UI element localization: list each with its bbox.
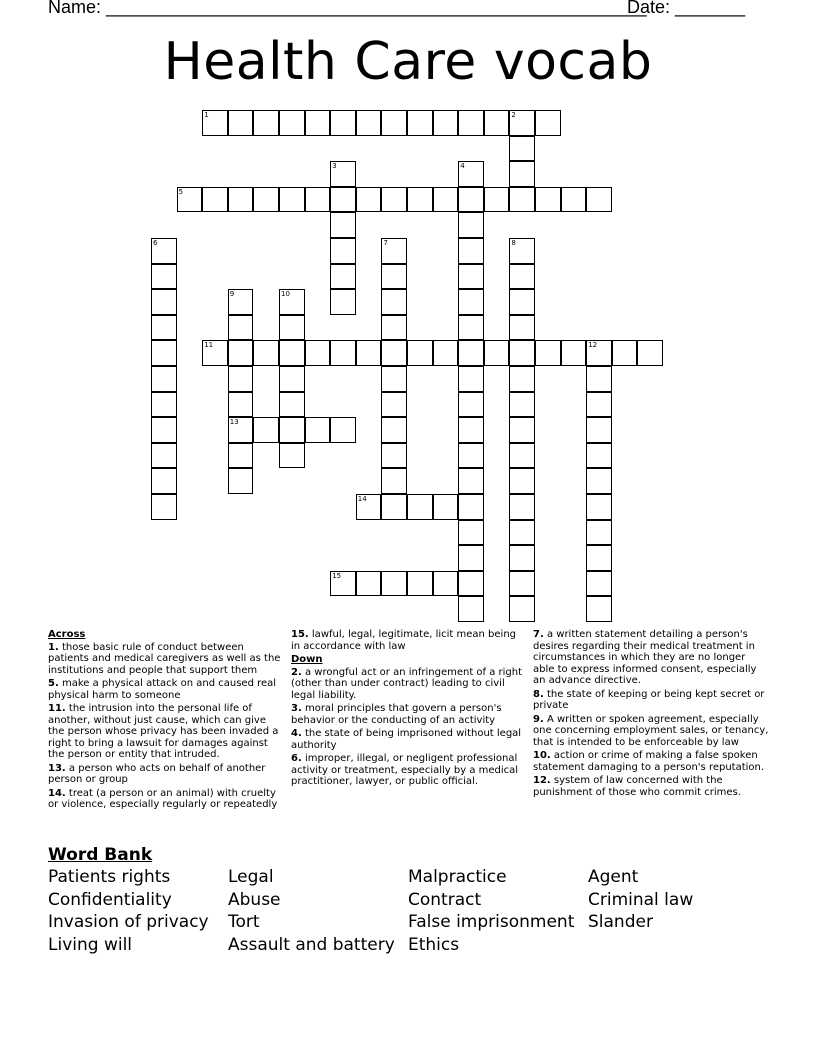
clue-text: treat (a person or an animal) with cruelty or violence, especially regularly or repeatedly [48,787,278,810]
clue-text: those basic rule of conduct between patients and medical caregivers as well as the institutions and people that support them [48,641,281,676]
grid-cell[interactable] [151,366,177,392]
grid-cell[interactable] [381,366,407,392]
grid-cell[interactable] [509,136,535,162]
word-bank-item: Living will [48,935,133,955]
word-bank-item: Invasion of privacy [48,912,209,932]
clue-down-9 [533,714,769,749]
word-bank-title: Word Bank [48,845,153,865]
grid-cell[interactable] [381,571,407,597]
grid-cell[interactable] [458,392,484,418]
grid-cell[interactable] [228,340,254,366]
grid-cell[interactable] [407,340,433,366]
grid-cell[interactable] [330,161,356,187]
clue-text: make a physical attack on and caused real physical harm to someone [48,678,277,701]
cell-number: 9 [229,290,235,299]
grid-cell[interactable] [509,264,535,290]
grid-cell[interactable] [484,110,510,136]
clue-number: 14. [48,787,66,799]
grid-cell[interactable] [484,187,510,213]
grid-cell[interactable] [509,161,535,187]
word-bank-item: Criminal law [588,890,694,910]
cell-number: 15 [332,571,342,580]
clue-number: 4. [291,728,302,739]
grid-cell[interactable] [279,417,305,443]
clue-number: 8. [533,688,544,700]
grid-cell[interactable] [458,161,484,187]
grid-cell[interactable] [381,494,407,520]
grid-cell[interactable] [458,468,484,494]
clues-column-3 [533,629,769,800]
cell-number: 8 [511,239,516,247]
grid-cell[interactable] [279,340,305,366]
across-heading: Across [48,629,86,640]
word-bank-item: Agent [588,867,639,887]
grid-cell[interactable] [228,110,254,136]
grid-cell[interactable] [561,340,587,366]
grid-cell[interactable] [228,417,254,443]
word-bank-item: Assault and battery [228,935,395,955]
grid-cell[interactable] [407,187,433,213]
clue-text: action or crime of making a false spoken statement damaging to a person's reputation. [533,750,765,773]
grid-cell[interactable] [330,289,356,315]
word-bank-item: Slander [588,912,653,932]
grid-cell[interactable] [381,315,407,341]
grid-cell[interactable] [253,417,279,443]
grid-cell[interactable] [253,340,279,366]
clue-text: A written or spoken agreement, especially one concerning employment sales, or tenancy, that is intended to be enforceable by law [533,713,769,748]
cell-number: 13 [229,418,239,427]
clue-text: moral principles that govern a person's behavior or the conducting of an activity [291,703,502,726]
grid-cell[interactable] [458,417,484,443]
clue-number: 2. [291,666,302,678]
grid-cell[interactable] [279,289,305,315]
grid-cell[interactable] [228,392,254,418]
grid-cell[interactable] [356,494,382,520]
grid-cell[interactable] [381,187,407,213]
clue-text: the state of being imprisoned without legal authority [291,728,522,751]
clue-number: 1. [48,641,59,653]
grid-cell[interactable] [381,468,407,494]
grid-cell[interactable] [458,187,484,213]
grid-cell[interactable] [330,238,356,264]
word-bank-item: Legal [228,867,274,887]
grid-cell[interactable] [151,264,177,290]
grid-cell[interactable] [458,315,484,341]
grid-cell[interactable] [202,187,228,213]
clue-across-5 [48,678,284,701]
name-field: Name: ______________________________________________________ [48,0,647,17]
grid-cell[interactable] [509,366,535,392]
cell-number: 11 [204,341,214,350]
grid-cell[interactable] [151,238,177,264]
grid-cell[interactable] [356,110,382,136]
grid-cell[interactable] [458,264,484,290]
grid-cell[interactable] [381,392,407,418]
clue-text: system of law concerned with the punishment of those who commit crimes. [533,775,741,798]
clue-number: 6. [291,753,302,764]
clue-down-6 [291,753,527,788]
grid-cell[interactable] [433,110,459,136]
grid-cell[interactable] [279,443,305,469]
grid-cell[interactable] [509,238,535,264]
grid-cell[interactable] [509,392,535,418]
clue-number: 3. [291,703,302,714]
clue-text: a person who acts on behalf of another person or group [48,762,266,785]
clue-text: a written statement detailing a person's desires regarding their medical treatment in circumstances in which they are no longer able to express informed consent, especially an advance directive. [533,629,757,686]
grid-cell[interactable] [509,315,535,341]
clue-across-15 [291,629,527,652]
grid-cell[interactable] [458,443,484,469]
clue-down-7 [533,629,769,687]
word-bank-item: Contract [408,890,482,910]
grid-cell[interactable] [253,187,279,213]
grid-cell[interactable] [381,238,407,264]
page-title: Health Care vocab [163,32,653,92]
grid-cell[interactable] [330,187,356,213]
grid-cell[interactable] [535,187,561,213]
grid-cell[interactable] [330,340,356,366]
clue-text: lawful, legal, legitimate, licit mean being in accordance with law [291,629,517,652]
grid-cell[interactable] [586,443,612,469]
grid-cell[interactable] [381,110,407,136]
grid-cell[interactable] [151,443,177,469]
grid-cell[interactable] [561,187,587,213]
grid-cell[interactable] [586,571,612,597]
clue-across-13 [48,763,284,786]
clue-text: the intrusion into the personal life of another, without just cause, which can give the person whose privacy has been invaded a right to bring a lawsuit for damages against the person or entity that intruded. [48,703,279,760]
grid-cell[interactable] [151,340,177,366]
grid-cell[interactable] [509,520,535,546]
clue-text: improper, illegal, or negligent professional activity or treatment, especially by a medical practitioner, lawyer, or public official. [291,753,519,787]
grid-cell[interactable] [509,340,535,366]
grid-cell[interactable] [305,417,331,443]
grid-cell[interactable] [151,315,177,341]
grid-cell[interactable] [458,596,484,622]
grid-cell[interactable] [330,264,356,290]
clue-down-2 [291,667,527,702]
grid-cell[interactable] [202,110,228,136]
clue-down-12 [533,775,769,798]
grid-cell[interactable] [509,443,535,469]
grid-cell[interactable] [586,417,612,443]
grid-cell[interactable] [509,110,535,136]
grid-cell[interactable] [279,366,305,392]
cell-number: 10 [281,290,290,299]
grid-cell[interactable] [458,545,484,571]
clue-text: the state of keeping or being kept secret or private [533,688,765,711]
clue-number: 5. [48,678,59,689]
grid-cell[interactable] [279,315,305,341]
grid-cell[interactable] [458,238,484,264]
grid-cell[interactable] [458,110,484,136]
cell-number: 5 [178,187,184,196]
grid-cell[interactable] [305,340,331,366]
grid-cell[interactable] [509,417,535,443]
clue-number: 7. [533,629,544,640]
grid-cell[interactable] [407,494,433,520]
clue-across-11 [48,703,284,761]
grid-cell[interactable] [381,443,407,469]
grid-cell[interactable] [586,494,612,520]
grid-cell[interactable] [535,110,561,136]
clue-down-8 [533,689,769,712]
grid-cell[interactable] [458,289,484,315]
cell-number: 1 [204,111,209,119]
grid-cell[interactable] [458,571,484,597]
grid-cell[interactable] [381,289,407,315]
clue-down-3 [291,703,527,726]
grid-cell[interactable] [535,340,561,366]
grid-cell[interactable] [330,110,356,136]
grid-cell[interactable] [356,340,382,366]
clues-column-2 [291,629,527,790]
grid-cell[interactable] [407,571,433,597]
grid-cell[interactable] [228,289,254,315]
grid-cell[interactable] [458,494,484,520]
word-bank-item: Tort [228,912,260,932]
grid-cell[interactable] [279,187,305,213]
clue-number: 10. [533,750,551,761]
grid-cell[interactable] [637,340,663,366]
clue-number: 13. [48,762,66,774]
grid-cell[interactable] [228,366,254,392]
grid-cell[interactable] [586,545,612,571]
grid-cell[interactable] [330,417,356,443]
grid-cell[interactable] [509,545,535,571]
clue-down-4 [291,728,527,751]
word-bank-item: Confidentiality [48,890,172,910]
grid-cell[interactable] [586,520,612,546]
grid-cell[interactable] [586,366,612,392]
grid-cell[interactable] [509,468,535,494]
grid-cell[interactable] [151,289,177,315]
grid-cell[interactable] [228,315,254,341]
grid-cell[interactable] [458,340,484,366]
grid-cell[interactable] [586,392,612,418]
grid-cell[interactable] [228,187,254,213]
grid-cell[interactable] [253,110,279,136]
grid-cell[interactable] [356,571,382,597]
grid-cell[interactable] [433,340,459,366]
grid-cell[interactable] [151,468,177,494]
grid-cell[interactable] [202,340,228,366]
grid-cell[interactable] [433,571,459,597]
grid-cell[interactable] [407,110,433,136]
cell-number: 2 [511,111,516,119]
grid-cell[interactable] [305,187,331,213]
grid-cell[interactable] [151,392,177,418]
cell-number: 14 [357,495,367,503]
grid-cell[interactable] [356,187,382,213]
grid-cell[interactable] [484,340,510,366]
grid-cell[interactable] [586,340,612,366]
word-bank-item: Patients rights [48,867,171,887]
grid-cell[interactable] [228,443,254,469]
clue-down-10 [533,750,769,773]
grid-cell[interactable] [458,520,484,546]
grid-cell[interactable] [586,596,612,622]
clue-across-14 [48,788,284,811]
grid-cell[interactable] [381,417,407,443]
clue-number: 15. [291,629,309,640]
grid-cell[interactable] [381,340,407,366]
grid-cell[interactable] [381,264,407,290]
grid-cell[interactable] [586,187,612,213]
clue-text: a wrongful act or an infringement of a right (other than under contract) leading to civil legal liability. [291,666,523,701]
clue-number: 12. [533,775,551,786]
clue-number: 9. [533,713,544,725]
clue-number: 11. [48,703,66,714]
grid-cell[interactable] [433,494,459,520]
clue-across-1 [48,642,284,677]
grid-cell[interactable] [586,468,612,494]
word-bank-item: False imprisonment [408,912,575,932]
grid-cell[interactable] [177,187,203,213]
cell-number: 3 [332,162,337,171]
cell-number: 6 [153,239,158,247]
grid-cell[interactable] [509,289,535,315]
date-field: Date: _______ [627,0,746,17]
word-bank-item: Ethics [408,935,460,955]
grid-cell[interactable] [279,110,305,136]
grid-cell[interactable] [305,110,331,136]
grid-cell[interactable] [509,596,535,622]
grid-cell[interactable] [151,417,177,443]
cell-number: 4 [460,162,465,171]
cell-number: 12 [588,341,598,350]
down-heading: Down [291,654,323,665]
grid-cell[interactable] [458,366,484,392]
grid-cell[interactable] [228,468,254,494]
grid-cell[interactable] [433,187,459,213]
grid-cell[interactable] [509,571,535,597]
grid-cell[interactable] [151,494,177,520]
cell-number: 7 [383,239,388,247]
word-bank-item: Malpractice [408,867,507,887]
grid-cell[interactable] [279,392,305,418]
grid-cell[interactable] [330,212,356,238]
grid-cell[interactable] [509,187,535,213]
word-bank-item: Abuse [228,890,281,910]
grid-cell[interactable] [509,494,535,520]
clues-column-1 [48,629,284,813]
grid-cell[interactable] [330,571,356,597]
grid-cell[interactable] [612,340,638,366]
grid-cell[interactable] [458,212,484,238]
